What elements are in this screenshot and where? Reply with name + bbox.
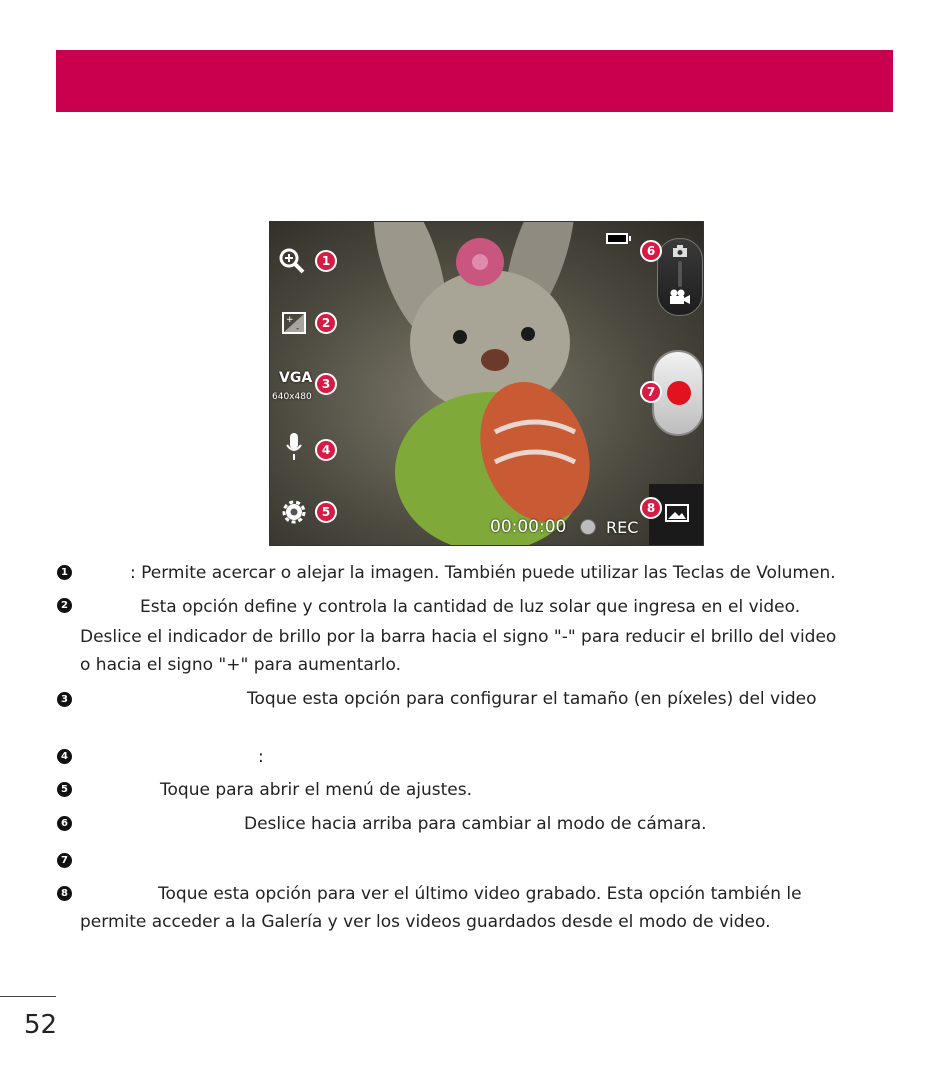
battery-icon: [606, 233, 628, 244]
settings-gear-icon[interactable]: [282, 500, 306, 524]
zoom-icon[interactable]: [278, 247, 306, 275]
legend-text-8-line-2: permite acceder a la Galería y ver los videos guardados desde el modo de video.: [80, 912, 771, 932]
record-icon: [667, 381, 691, 405]
camera-viewfinder: [269, 221, 704, 546]
page-rule: [0, 996, 56, 997]
page-number: 52: [24, 1010, 58, 1040]
header-band: [56, 50, 893, 112]
resolution-label[interactable]: VGA: [279, 370, 313, 386]
legend-text-6: Deslice hacia arriba para cambiar al modo de cámara.: [244, 814, 707, 834]
callout-badge-6: 6: [640, 240, 662, 262]
resolution-value: 640x480: [272, 392, 312, 402]
legend-number-6: 6: [57, 816, 72, 831]
legend-number-8: 8: [57, 886, 72, 901]
legend-text-2-line-2: Deslice el indicador de brillo por la barra hacia el signo "-" para reducir el brillo del video: [80, 627, 837, 647]
gallery-icon: [665, 504, 689, 522]
callout-badge-1: 1: [315, 250, 337, 272]
recording-timer: 00:00:00: [490, 517, 567, 537]
legend-number-1: 1: [57, 565, 72, 580]
exposure-icon[interactable]: [282, 312, 306, 334]
legend-number-3: 3: [57, 692, 72, 707]
legend-text-5: Toque para abrir el menú de ajustes.: [160, 780, 473, 800]
callout-badge-3: 3: [315, 373, 337, 395]
video-camera-icon: [669, 289, 691, 305]
legend-text-3: Toque esta opción para configurar el tamaño (en píxeles) del video: [247, 689, 817, 709]
callout-badge-2: 2: [315, 312, 337, 334]
legend-text-8: Toque esta opción para ver el último video grabado. Esta opción también le: [158, 884, 802, 904]
callout-badge-8: 8: [640, 497, 662, 519]
microphone-icon[interactable]: [286, 432, 302, 462]
mode-switch-track: [678, 261, 682, 287]
legend-text-2-line-3: o hacia el signo "+" para aumentarlo.: [80, 655, 402, 675]
callout-badge-7: 7: [640, 381, 662, 403]
legend-number-7: 7: [57, 853, 72, 868]
camera-icon: [672, 245, 688, 257]
legend-number-2: 2: [57, 598, 72, 613]
svg-text:-: -: [296, 324, 300, 334]
camera-video-mode-switch[interactable]: [657, 238, 703, 316]
legend-number-5: 5: [57, 782, 72, 797]
svg-text:+: +: [286, 315, 294, 325]
rec-label: REC: [606, 518, 639, 537]
legend-text-4: :: [258, 747, 264, 767]
legend-text-1: : Permite acercar o alejar la imagen. También puede utilizar las Teclas de Volumen.: [130, 563, 836, 583]
callout-badge-4: 4: [315, 439, 337, 461]
callout-badge-5: 5: [315, 501, 337, 523]
legend-text-2: Esta opción define y controla la cantidad de luz solar que ingresa en el video.: [140, 597, 801, 617]
legend-number-4: 4: [57, 749, 72, 764]
rec-indicator-icon: [580, 519, 596, 535]
